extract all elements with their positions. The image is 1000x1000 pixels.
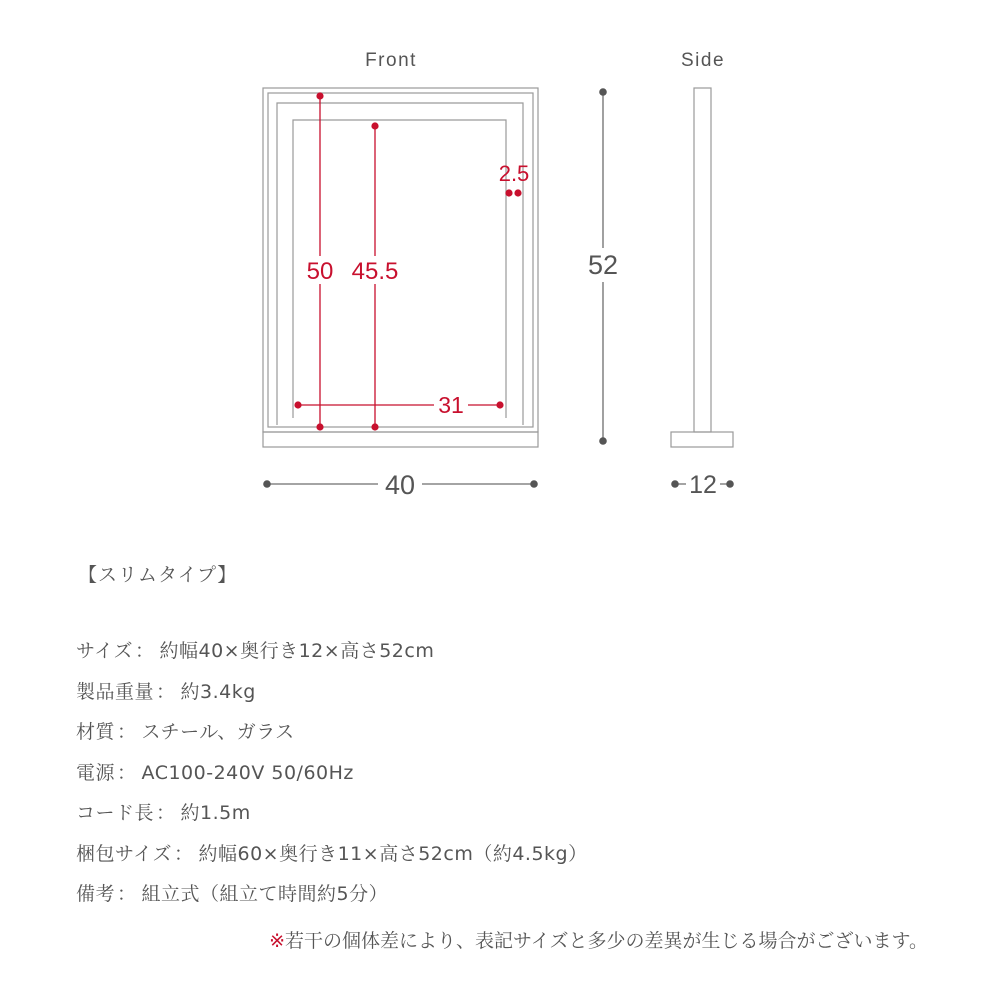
dimension-inner-height [350, 122, 400, 430]
spec-label: 備考 [76, 883, 116, 905]
disclaimer-note [269, 926, 928, 953]
dimension-inner-width [294, 392, 503, 418]
spec-value: 約3.4kg [180, 680, 256, 703]
spec-label: 梱包サイズ [76, 842, 172, 865]
spec-value: 約幅60×奥行き11×高さ52cm（約4.5kg） [198, 842, 588, 865]
spec-value: スチール、ガラス [141, 721, 295, 743]
spec-separator: ： [156, 802, 176, 824]
spec-label: 製品重量 [76, 680, 155, 703]
spec-row-remarks [76, 879, 588, 920]
dim-inner-height-label: 45.5 [351, 258, 399, 285]
dim-total-height-label: 52 [587, 250, 619, 280]
side-view [671, 88, 733, 447]
dimension-depth [671, 470, 734, 500]
spec-title: 【スリムタイプ】 [78, 564, 238, 586]
dim-total-width-label: 40 [384, 470, 416, 500]
spec-label: 材質 [76, 721, 116, 743]
spec-list [76, 636, 588, 920]
spec-label: 電源 [76, 761, 116, 784]
spec-row-cord-length [76, 798, 588, 839]
spec-separator: ： [117, 883, 137, 905]
spec-row-material [76, 717, 588, 758]
note-mark: ※ [269, 930, 286, 952]
dim-outer-height-label: 50 [306, 258, 334, 285]
spec-value: 約幅40×奥行き12×高さ52cm [159, 640, 435, 662]
side-view-label: Side [680, 50, 726, 71]
spec-value: 組立式（組立て時間約5分） [141, 883, 389, 905]
dim-depth-label: 12 [689, 471, 717, 499]
spec-separator: ： [134, 640, 155, 662]
dim-frame-width-label: 2.5 [498, 161, 530, 186]
spec-label: コード長 [76, 802, 155, 824]
dimension-frame-width [499, 161, 530, 197]
dimension-total-width [263, 468, 538, 500]
spec-separator: ： [117, 761, 137, 784]
spec-label: サイズ [76, 640, 133, 662]
spec-separator: ： [173, 842, 194, 865]
dimension-total-height [585, 88, 621, 445]
spec-separator: ： [156, 680, 176, 703]
spec-row-power [76, 758, 588, 799]
spec-row-package-size [76, 839, 588, 880]
dimension-outer-height [304, 92, 336, 430]
spec-value: 約1.5m [180, 802, 251, 824]
note-text: 若干の個体差により、表記サイズと多少の差異が生じる場合がございます。 [285, 930, 928, 952]
spec-row-size [76, 636, 588, 677]
spec-row-weight [76, 677, 588, 718]
spec-separator: ： [117, 721, 137, 743]
front-view-label: Front [365, 50, 417, 71]
dim-inner-width-label: 31 [438, 392, 464, 418]
spec-value: AC100-240V 50/60Hz [141, 761, 354, 784]
